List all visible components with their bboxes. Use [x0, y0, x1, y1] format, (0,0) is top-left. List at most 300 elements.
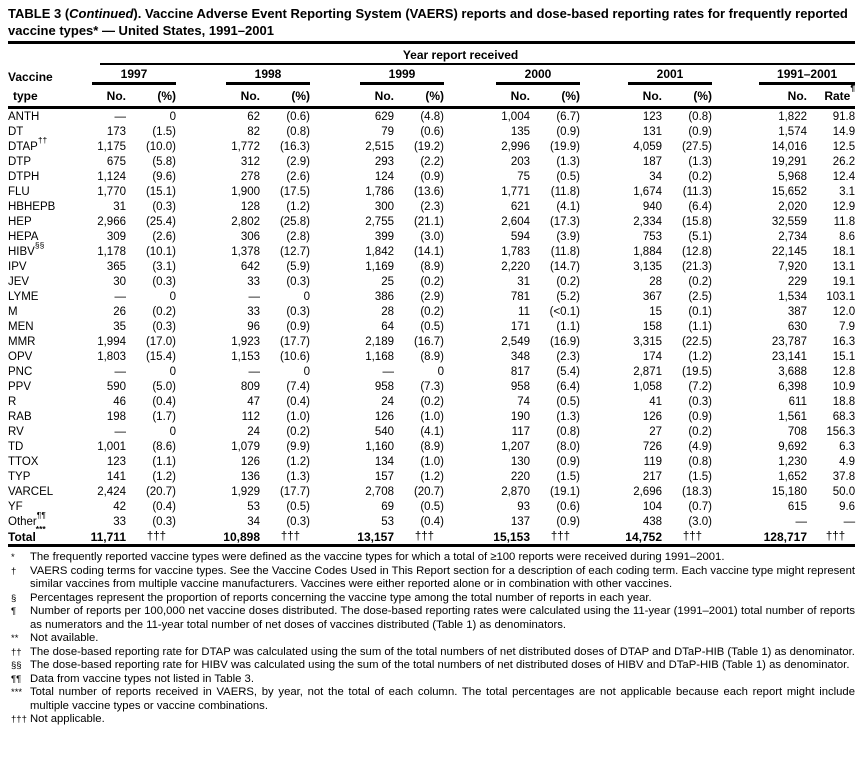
footnote	[8, 673, 855, 687]
footnote	[8, 551, 855, 565]
table-row	[8, 184, 855, 199]
table-row	[8, 289, 855, 304]
percent-cell: (2.5)	[688, 290, 712, 303]
percent-cell: (0.8)	[286, 125, 310, 138]
count-cell: 708	[787, 425, 807, 438]
percent-cell: 18.8	[832, 395, 856, 408]
count-cell: 1,001	[97, 440, 126, 453]
percent-cell: (10.1)	[145, 245, 176, 258]
count-cell: 174	[642, 350, 662, 363]
footnote-marker: ¶¶	[36, 509, 46, 520]
footnote-text: The dose-based reporting rate for DTAP was calculated using the sum of the total numbers of net distributed doses of DTAP and DTaP-HIB (Table 1) as denominator.	[30, 645, 855, 658]
percent-cell: (0.8)	[688, 455, 712, 468]
count-cell: 293	[374, 155, 394, 168]
percent-cell: (17.5)	[279, 185, 310, 198]
percent-cell: (10.0)	[145, 140, 176, 153]
percent-cell: (0.4)	[420, 515, 444, 528]
percent-cell: (17.0)	[145, 335, 176, 348]
count-cell: 630	[787, 320, 807, 333]
percent-cell: (1.3)	[286, 470, 310, 483]
percent-cell: (1.0)	[420, 410, 444, 423]
percent-cell: (11.8)	[550, 185, 580, 198]
year-group-header	[444, 65, 580, 85]
percent-cell: (10.6)	[279, 350, 310, 363]
count-cell: 79	[381, 125, 394, 138]
table-row	[8, 274, 855, 289]
vaccine-type-cell: ANTH	[8, 110, 40, 123]
count-cell: 1,561	[778, 410, 807, 423]
count-cell: 1,378	[231, 245, 260, 258]
header-row-subcolumns	[8, 85, 855, 108]
percent-cell: (20.7)	[145, 485, 176, 498]
percent-cell: (1.2)	[152, 470, 176, 483]
count-cell: 14,752	[580, 529, 662, 546]
count-cell: 28	[381, 305, 394, 318]
header-row-years	[8, 65, 855, 85]
percent-cell: (17.7)	[279, 485, 310, 498]
count-cell: 1,771	[501, 185, 530, 198]
count-cell: 1,884	[633, 245, 662, 258]
percent-cell: (0.2)	[420, 395, 444, 408]
count-cell: 1,207	[501, 440, 530, 453]
vaccine-type-cell: Other¶¶	[8, 509, 46, 528]
count-cell: 34	[247, 515, 260, 528]
count-cell: 126	[642, 410, 662, 423]
count-cell: 312	[240, 155, 260, 168]
percent-cell: 6.3	[839, 440, 856, 453]
percent-cell: (8.9)	[420, 440, 444, 453]
percent-cell: (15.8)	[681, 215, 712, 228]
percent-cell: (3.0)	[688, 515, 712, 528]
count-cell: 726	[642, 440, 662, 453]
corner-cell	[8, 44, 66, 65]
count-cell: —	[114, 425, 126, 438]
vaccine-type-cell: DTPH	[8, 170, 40, 183]
count-cell: 82	[247, 125, 260, 138]
percent-cell: (1.3)	[688, 155, 712, 168]
year-group-header	[712, 65, 855, 85]
count-cell: 278	[240, 170, 260, 183]
count-cell: —	[114, 110, 126, 123]
table-row	[8, 229, 855, 244]
percent-cell: (19.5)	[681, 365, 712, 378]
footnote	[8, 686, 855, 713]
count-cell: 2,515	[365, 140, 394, 153]
percent-cell: (19.9)	[549, 140, 580, 153]
percent-cell: (0.5)	[286, 500, 310, 513]
subcolumn-header: No.	[176, 85, 260, 108]
count-cell: 75	[517, 170, 530, 183]
count-cell: 1,178	[97, 245, 126, 258]
percent-cell: (0.9)	[688, 125, 712, 138]
percent-cell: (2.3)	[556, 350, 580, 363]
year-label: 1999	[360, 67, 444, 85]
count-cell: 2,189	[365, 335, 394, 348]
vaccine-type-cell: RV	[8, 425, 24, 438]
count-cell: 26	[113, 305, 126, 318]
vaccine-type-cell: HEP	[8, 215, 32, 228]
percent-cell: (6.4)	[688, 200, 712, 213]
count-cell: 134	[374, 455, 394, 468]
count-cell: 642	[240, 260, 260, 273]
table-row	[8, 409, 855, 424]
percent-cell: (0.4)	[152, 500, 176, 513]
count-cell: 220	[510, 470, 530, 483]
count-cell: 53	[381, 515, 394, 528]
percent-cell: (1.7)	[152, 410, 176, 423]
vaccine-type-cell: RAB	[8, 410, 32, 423]
year-group-header	[66, 65, 176, 85]
count-cell: 119	[643, 455, 662, 468]
vaccine-type-cell: FLU	[8, 185, 30, 198]
percent-cell: (4.1)	[556, 200, 580, 213]
percent-cell: (6.4)	[556, 380, 580, 393]
table-row	[8, 244, 855, 259]
percent-cell: (0.5)	[556, 170, 580, 183]
count-cell: 171	[510, 320, 530, 333]
count-cell: 2,870	[501, 485, 530, 498]
percent-cell: 12.0	[832, 305, 856, 318]
percent-cell: (1.5)	[688, 470, 712, 483]
count-cell: 2,755	[365, 215, 394, 228]
percent-cell: 12.9	[832, 200, 856, 213]
count-cell: 69	[381, 500, 394, 513]
vaccine-type-cell: DT	[8, 125, 24, 138]
count-cell: 64	[381, 320, 394, 333]
footnote	[8, 646, 855, 660]
percent-cell: (<0.1)	[549, 305, 580, 318]
count-cell: 940	[642, 200, 662, 213]
percent-cell: 68.3	[832, 410, 856, 423]
vaccine-type-cell: MMR	[8, 335, 36, 348]
count-cell: 7,920	[778, 260, 807, 273]
footnote-text: Percentages represent the proportion of reports concerning the vaccine type among the total number of reports in each year.	[30, 591, 652, 604]
percent-cell: 8.6	[839, 230, 856, 243]
footnote-text: VAERS coding terms for vaccine types. See the Vaccine Codes Used in This Report section for a description of each coding term. Each vaccine type might represent similar vaccines from multiple vaccine manufacturers. Vaccines were either reported alone or in combination with other vaccines.	[30, 564, 855, 590]
count-cell: 27	[649, 425, 662, 438]
count-cell: 11	[518, 305, 530, 318]
percent-cell: (25.4)	[145, 215, 176, 228]
percent-cell: 26.2	[832, 155, 856, 168]
count-cell: 15,180	[771, 485, 807, 498]
percent-cell: (1.2)	[420, 470, 444, 483]
count-cell: 15,652	[771, 185, 807, 198]
count-cell: 190	[510, 410, 530, 423]
percent-cell: (8.9)	[420, 260, 444, 273]
count-cell: 367	[642, 290, 662, 303]
percent-cell: (1.0)	[420, 455, 444, 468]
count-cell: 2,734	[778, 230, 807, 243]
year-label: 1991–2001	[759, 67, 855, 85]
count-cell: 62	[247, 110, 260, 123]
footnote-marker: ††	[11, 646, 22, 658]
count-cell: 104	[642, 500, 662, 513]
table-row	[8, 319, 855, 334]
percent-cell: (12.7)	[279, 245, 310, 258]
vaccine-type-cell: TYP	[8, 470, 31, 483]
count-cell: 22,145	[771, 245, 807, 258]
count-cell: —	[114, 290, 126, 303]
footnote-marker: ¶	[850, 83, 856, 93]
percent-cell: (14.1)	[413, 245, 444, 258]
count-cell: 24	[381, 395, 394, 408]
percent-cell: 11.8	[833, 215, 856, 228]
percent-cell: 0	[303, 365, 310, 378]
table-row	[8, 454, 855, 469]
table-row	[8, 259, 855, 274]
percent-cell: (11.8)	[550, 245, 580, 258]
percent-cell: (0.3)	[286, 275, 310, 288]
percent-cell: 103.1	[826, 290, 856, 303]
percent-cell: (0.7)	[688, 500, 712, 513]
count-cell: 74	[517, 395, 530, 408]
footnote-marker: †	[11, 565, 17, 577]
footnote-text: Data from vaccine types not listed in Table 3.	[30, 672, 254, 685]
percent-cell: (0.3)	[152, 200, 176, 213]
table-row	[8, 379, 855, 394]
count-cell: 348	[510, 350, 530, 363]
percent-cell: (14.7)	[549, 260, 580, 273]
count-cell: 30	[113, 275, 126, 288]
count-cell: 128,717	[712, 529, 807, 546]
count-cell: 2,220	[501, 260, 530, 273]
percent-cell: (21.1)	[413, 215, 444, 228]
vaccine-type-cell: PPV	[8, 380, 32, 393]
percent-cell: (0.2)	[556, 275, 580, 288]
table-row	[8, 304, 855, 319]
count-cell: 173	[106, 125, 126, 138]
count-cell: 33	[113, 515, 126, 528]
count-cell: 1,674	[633, 185, 662, 198]
count-cell: 141	[106, 470, 126, 483]
count-cell: 2,424	[97, 485, 126, 498]
count-cell: 1,168	[365, 350, 394, 363]
count-cell: 23,141	[771, 350, 807, 363]
percent-cell: (0.3)	[286, 515, 310, 528]
count-cell: 157	[374, 470, 394, 483]
count-cell: 399	[374, 230, 394, 243]
count-cell: 42	[113, 500, 126, 513]
subcolumn-header: (%)	[394, 85, 444, 108]
footnote	[8, 632, 855, 646]
percent-cell: 0	[169, 425, 176, 438]
percent-cell: (2.9)	[420, 290, 444, 303]
table-row	[8, 169, 855, 184]
footnote-text: The dose-based reporting rate for HIBV was calculated using the sum of the total numbers of net distributed doses of HIBV and DTaP-HIB (Table 1) as denominator.	[30, 659, 850, 671]
percent-cell: 91.8	[832, 110, 856, 123]
count-cell: 590	[106, 380, 126, 393]
count-cell: 611	[788, 395, 807, 408]
count-cell: 1,160	[365, 440, 394, 453]
count-cell: 35	[113, 320, 126, 333]
count-cell: —	[795, 515, 807, 528]
percent-cell: 12.8	[832, 365, 856, 378]
count-cell: 1,574	[778, 125, 807, 138]
table-row	[8, 499, 855, 514]
count-cell: 1,786	[365, 185, 394, 198]
percent-cell: (0.3)	[286, 305, 310, 318]
count-cell: 958	[510, 380, 530, 393]
count-cell: 96	[247, 320, 260, 333]
count-cell: 386	[374, 290, 394, 303]
percent-cell: (1.1)	[688, 320, 712, 333]
count-cell: 1,652	[778, 470, 807, 483]
percent-cell: (4.1)	[420, 425, 444, 438]
count-cell: 1,822	[778, 110, 807, 123]
count-cell: 365	[106, 260, 126, 273]
percent-cell: (0.3)	[152, 515, 176, 528]
footnote-marker: ***	[11, 687, 23, 698]
percent-cell: (0.4)	[152, 395, 176, 408]
year-label: 2000	[496, 67, 580, 85]
percent-cell: (11.3)	[682, 185, 712, 198]
count-cell: 1,124	[97, 170, 126, 183]
percent-cell: (19.1)	[549, 485, 580, 498]
percent-cell: 15.1	[832, 350, 856, 363]
percent-cell: †††	[126, 529, 176, 546]
count-cell: 229	[787, 275, 807, 288]
count-cell: 158	[642, 320, 662, 333]
year-group-header	[580, 65, 712, 85]
percent-cell: (8.6)	[152, 440, 176, 453]
percent-cell: 13.1	[832, 260, 856, 273]
percent-cell: (2.6)	[152, 230, 176, 243]
subcolumn-header: Rate¶	[807, 85, 855, 108]
percent-cell: (2.8)	[286, 230, 310, 243]
count-cell: 46	[113, 395, 126, 408]
count-cell: 112	[241, 410, 260, 423]
percent-cell: (0.2)	[286, 425, 310, 438]
footnote	[8, 659, 855, 673]
percent-cell: (2.3)	[420, 200, 444, 213]
count-cell: 25	[381, 275, 394, 288]
percent-cell: (2.9)	[286, 155, 310, 168]
table-row	[8, 529, 855, 546]
percent-cell: 0	[437, 365, 444, 378]
percent-cell: 10.9	[832, 380, 856, 393]
count-cell: 306	[240, 230, 260, 243]
percent-cell: (0.2)	[688, 425, 712, 438]
count-cell: 1,842	[365, 245, 394, 258]
footnote-marker: §§	[11, 660, 22, 671]
subcolumn-header: (%)	[260, 85, 310, 108]
count-cell: 32,559	[771, 215, 807, 228]
percent-cell: †††	[662, 529, 712, 546]
percent-cell: (0.9)	[556, 125, 580, 138]
count-cell: 9,692	[778, 440, 807, 453]
count-cell: 3,135	[633, 260, 662, 273]
percent-cell: (0.8)	[556, 425, 580, 438]
count-cell: 1,169	[365, 260, 394, 273]
percent-cell: (1.3)	[556, 410, 580, 423]
table-row	[8, 514, 855, 529]
footnote-marker: †††	[11, 714, 27, 725]
subcolumn-header: No.	[444, 85, 530, 108]
count-cell: 2,871	[633, 365, 662, 378]
percent-cell: (0.2)	[688, 170, 712, 183]
count-cell: —	[248, 365, 260, 378]
footnote	[8, 713, 855, 727]
percent-cell: (1.3)	[556, 155, 580, 168]
vaccine-type-cell: HBHEPB	[8, 200, 56, 213]
percent-cell: (8.9)	[420, 350, 444, 363]
percent-cell: (20.7)	[413, 485, 444, 498]
percent-cell: (0.9)	[688, 410, 712, 423]
percent-cell: (0.2)	[420, 275, 444, 288]
subcolumn-header: No.	[580, 85, 662, 108]
table-row	[8, 199, 855, 214]
percent-cell: 0	[303, 290, 310, 303]
count-cell: 3,688	[778, 365, 807, 378]
count-cell: 1,230	[778, 455, 807, 468]
percent-cell: (2.6)	[286, 170, 310, 183]
percent-cell: (5.8)	[152, 155, 176, 168]
count-cell: 3,315	[633, 335, 662, 348]
percent-cell: (15.1)	[145, 185, 176, 198]
vaccine-type-cell: VARCEL	[8, 485, 54, 498]
percent-cell: 3.1	[839, 185, 856, 198]
percent-cell: (0.2)	[420, 305, 444, 318]
percent-cell: 12.5	[832, 140, 856, 153]
percent-cell: (1.1)	[152, 455, 176, 468]
footnote-text: The frequently reported vaccine types were defined as the vaccine types for which a total of ≥100 reports were received during 1991–2001.	[30, 551, 725, 563]
percent-cell: 12.4	[832, 170, 856, 183]
percent-cell: (27.5)	[681, 140, 712, 153]
vaccine-type-cell: PNC	[8, 365, 33, 378]
count-cell: —	[248, 290, 260, 303]
percent-cell: (0.2)	[688, 275, 712, 288]
percent-cell: (0.3)	[688, 395, 712, 408]
percent-cell: (22.5)	[681, 335, 712, 348]
percent-cell: (12.8)	[681, 245, 712, 258]
count-cell: 309	[106, 230, 126, 243]
count-cell: 126	[374, 410, 394, 423]
percent-cell: (0.2)	[152, 305, 176, 318]
count-cell: 1,929	[231, 485, 260, 498]
count-cell: 126	[240, 455, 260, 468]
percent-cell: 0	[169, 365, 176, 378]
count-cell: 53	[247, 500, 260, 513]
percent-cell: (0.1)	[688, 305, 712, 318]
footnote-marker: §	[11, 592, 17, 604]
count-cell: 10,898	[176, 529, 260, 546]
percent-cell: (1.2)	[286, 200, 310, 213]
percent-cell: (16.7)	[413, 335, 444, 348]
vaccine-type-cell: JEV	[8, 275, 30, 288]
count-cell: 1,783	[501, 245, 530, 258]
percent-cell: (9.9)	[286, 440, 310, 453]
footnote-marker: §§	[34, 239, 45, 250]
subcolumn-header: No.	[66, 85, 126, 108]
count-cell: 2,996	[501, 140, 530, 153]
percent-cell: (8.0)	[556, 440, 580, 453]
count-cell: 958	[374, 380, 394, 393]
vaccine-type-cell: YF	[8, 500, 23, 513]
count-cell: 1,058	[633, 380, 662, 393]
count-cell: 15,153	[444, 529, 530, 546]
percent-cell: 37.8	[832, 470, 856, 483]
count-cell: 2,020	[778, 200, 807, 213]
subcolumn-header: (%)	[126, 85, 176, 108]
subcolumn-header: No.	[712, 85, 807, 108]
count-cell: 1,175	[97, 140, 126, 153]
count-cell: 23,787	[771, 335, 807, 348]
vaccine-type-cell: Total***	[8, 529, 66, 546]
vaccine-type-cell: TD	[8, 440, 24, 453]
count-cell: 1,772	[231, 140, 260, 153]
percent-cell: (3.0)	[420, 230, 444, 243]
count-cell: 137	[510, 515, 530, 528]
